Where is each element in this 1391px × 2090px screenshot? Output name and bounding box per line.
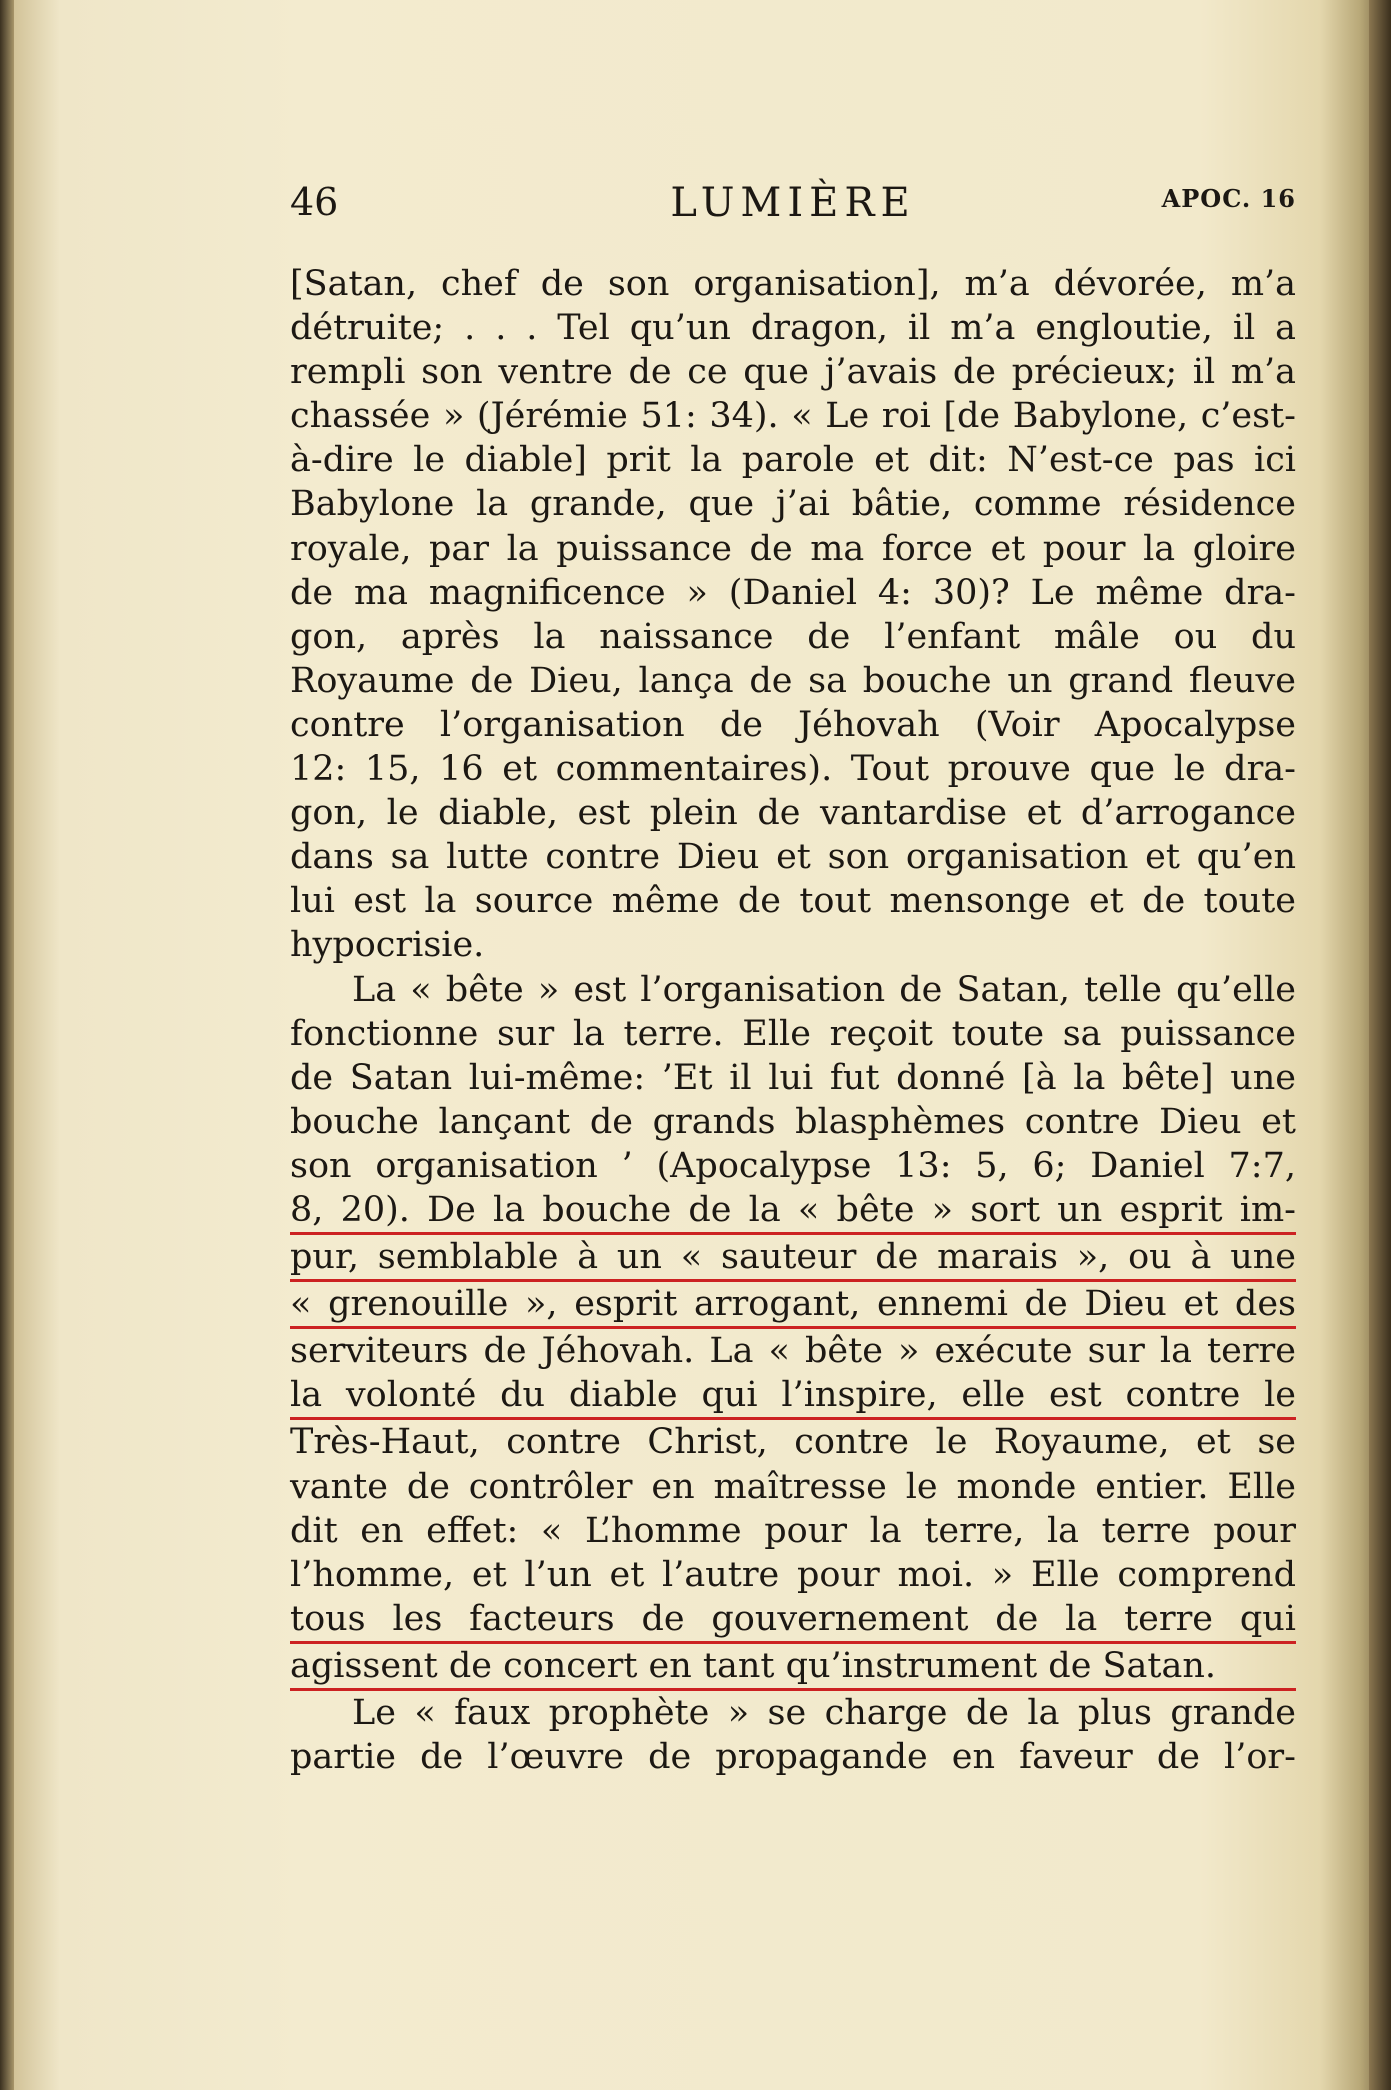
text-line: bouche lançant de grands blasphèmes contre Dieu et bbox=[290, 1101, 1296, 1142]
text-line: Babylone la grande, que j’ai bâtie, comme résidence bbox=[290, 484, 1296, 525]
running-title: LUMIÈRE bbox=[670, 180, 916, 226]
underlined-text-line: la volonté du diable qui l’inspire, elle est contre le bbox=[290, 1373, 1296, 1420]
underlined-text-line: agissent de concert en tant qu’instrument de Satan. bbox=[290, 1644, 1296, 1691]
text-line: détruite; . . . Tel qu’un dragon, il m’a engloutie, il a bbox=[290, 308, 1296, 349]
underlined-text-line: « grenouille », esprit arrogant, ennemi de Dieu et des bbox=[290, 1282, 1296, 1329]
text-line: hypocrisie. bbox=[290, 925, 485, 966]
paragraph-start-line: La « bête » est l’organisation de Satan, telle qu’elle bbox=[352, 969, 1296, 1010]
underlined-text-line: 8, 20). De la bouche de la « bête » sort un esprit im- bbox=[290, 1188, 1296, 1235]
text-line: serviteurs de Jéhovah. La « bête » exécute sur la terre bbox=[290, 1331, 1296, 1372]
chapter-reference: APOC. 16 bbox=[1161, 184, 1296, 213]
text-line: contre l’organisation de Jéhovah (Voir Apocalypse bbox=[290, 704, 1296, 745]
underlined-text-line: pur, semblable à un « sauteur de marais », ou à une bbox=[290, 1235, 1296, 1282]
text-line: dans sa lutte contre Dieu et son organisation et qu’en bbox=[290, 837, 1296, 878]
text-line: de Satan lui-même: ’Et il lui fut donné [à la bête] une bbox=[290, 1057, 1296, 1098]
body-text bbox=[290, 262, 1296, 1779]
text-line: 12: 15, 16 et commentaires). Tout prouve que le dra- bbox=[290, 749, 1296, 790]
text-line: fonctionne sur la terre. Elle reçoit toute sa puissance bbox=[290, 1013, 1296, 1054]
text-line: royale, par la puissance de ma force et pour la gloire bbox=[290, 528, 1296, 569]
text-line: rempli son ventre de ce que j’avais de précieux; il m’a bbox=[290, 352, 1296, 393]
text-line: à-dire le diable] prit la parole et dit: N’est-ce pas ici bbox=[290, 440, 1296, 481]
text-line: chassée » (Jérémie 51: 34). « Le roi [de Babylone, c’est- bbox=[290, 396, 1296, 437]
page-stack-edge bbox=[1369, 0, 1391, 2090]
underlined-text-line: tous les facteurs de gouvernement de la terre qui bbox=[290, 1597, 1296, 1644]
text-line: Royaume de Dieu, lança de sa bouche un grand fleuve bbox=[290, 660, 1296, 701]
text-line: gon, après la naissance de l’enfant mâle ou du bbox=[290, 616, 1296, 657]
binding-edge bbox=[0, 0, 14, 2090]
text-line: partie de l’œuvre de propagande en faveur de l’or- bbox=[290, 1737, 1296, 1778]
text-line: l’homme, et l’un et l’autre pour moi. » Elle comprend bbox=[290, 1554, 1296, 1595]
running-header bbox=[290, 180, 1296, 240]
page-number: 46 bbox=[290, 180, 339, 224]
text-line: [Satan, chef de son organisation], m’a dévorée, m’a bbox=[290, 264, 1296, 304]
text-line: Très-Haut, contre Christ, contre le Royaume, et se bbox=[290, 1422, 1296, 1463]
text-line: vante de contrôler en maîtresse le monde entier. Elle bbox=[290, 1466, 1296, 1507]
paragraph-start-line: Le « faux prophète » se charge de la plus grande bbox=[352, 1693, 1296, 1733]
text-line: de ma magnificence » (Daniel 4: 30)? Le même dra- bbox=[290, 572, 1296, 613]
text-line: dit en effet: « L’homme pour la terre, la terre pour bbox=[290, 1510, 1296, 1551]
text-line: son organisation ’ (Apocalypse 13: 5, 6; Daniel 7:7, bbox=[290, 1145, 1296, 1186]
text-line: lui est la source même de tout mensonge et de toute bbox=[290, 881, 1296, 922]
text-line: gon, le diable, est plein de vantardise et d’arrogance bbox=[290, 793, 1296, 834]
